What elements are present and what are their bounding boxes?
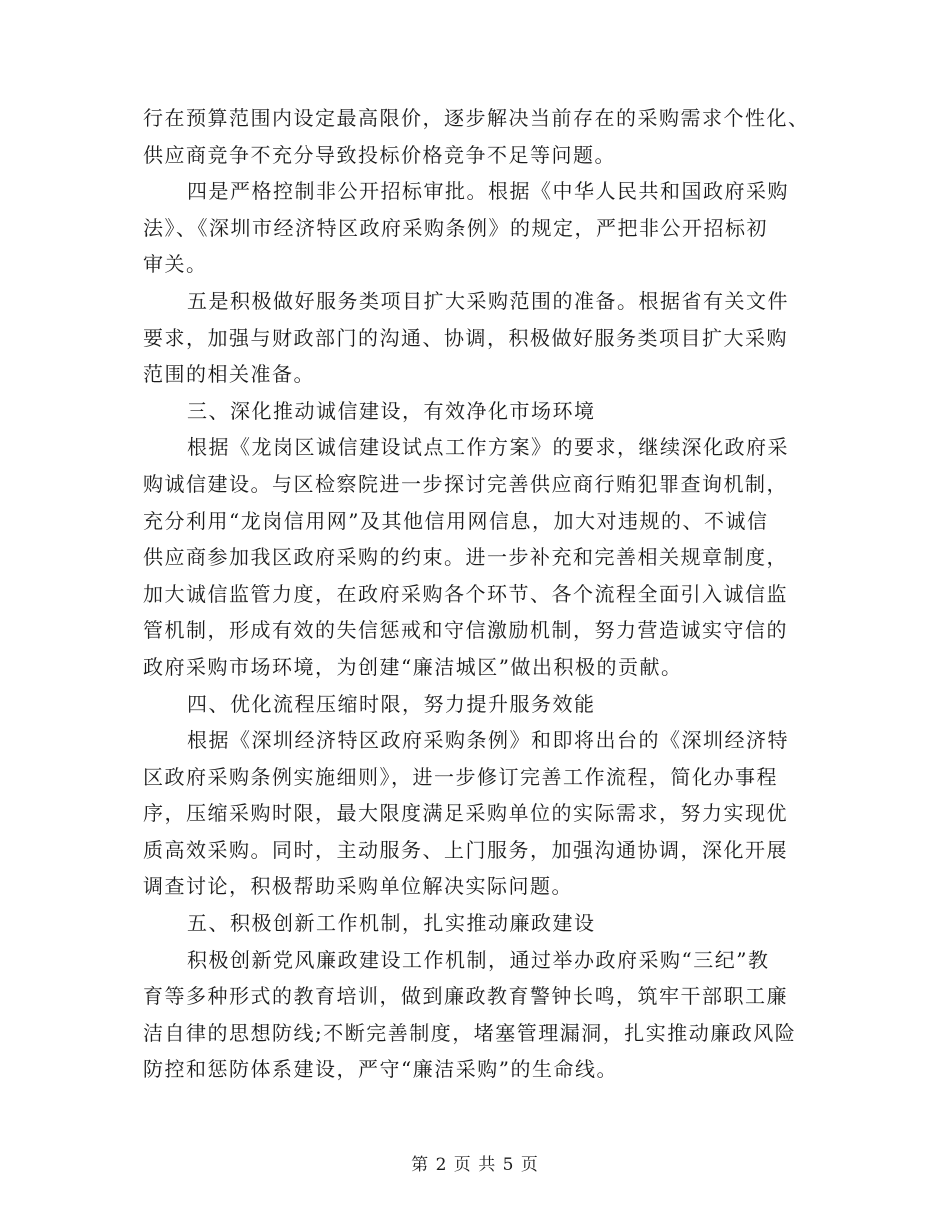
- text-line: 四是严格控制非公开招标审批。根据《中华人民共和国政府采购: [187, 179, 789, 204]
- body-text: [143, 100, 810, 1088]
- text-line: 加大诚信监管力度，在政府采购各个环节、各个流程全面引入诚信监: [143, 581, 788, 606]
- text-line: 质高效采购。同时，主动服务、上门服务，加强沟通协调，深化开展: [143, 837, 788, 862]
- text-line: 三、深化推动诚信建设，有效净化市场环境: [187, 398, 596, 423]
- text-line: 五、积极创新工作机制，扎实推动廉政建设: [187, 911, 596, 936]
- text-line: 防控和惩防体系建设，严守“廉洁采购”的生命线。: [143, 1057, 618, 1082]
- text-line: 政府采购市场环境，为创建“廉洁城区”做出积极的贡献。: [143, 654, 683, 679]
- text-line: 范围的相关准备。: [143, 362, 315, 387]
- text-line: 法》、《深圳市经济特区政府采购条例》的规定，严把非公开招标初: [143, 215, 768, 240]
- text-line: 供应商竞争不充分导致投标价格竞争不足等问题。: [143, 142, 616, 167]
- text-line: 洁自律的思想防线;不断完善制度，堵塞管理漏洞，扎实推动廉政风险: [143, 1020, 797, 1045]
- text-line: 购诚信建设。与区检察院进一步探讨完善供应商行贿犯罪查询机制，: [143, 471, 788, 496]
- text-line: 根据《龙岗区诚信建设试点工作方案》的要求，继续深化政府采: [187, 435, 789, 460]
- text-line: 审关。: [143, 252, 208, 277]
- text-line: 五是积极做好服务类项目扩大采购范围的准备。根据省有关文件: [187, 288, 789, 313]
- text-line: 积极创新党风廉政建设工作机制，通过举办政府采购“三纪”教: [187, 947, 770, 972]
- text-line: 四、优化流程压缩时限，努力提升服务效能: [187, 691, 596, 716]
- text-line: 调查讨论，积极帮助采购单位解决实际问题。: [143, 874, 573, 899]
- text-line: 育等多种形式的教育培训，做到廉政教育警钟长鸣，筑牢干部职工廉: [143, 984, 788, 1009]
- text-line: 根据《深圳经济特区政府采购条例》和即将出台的《深圳经济特: [187, 728, 789, 753]
- text-line: 管机制，形成有效的失信惩戒和守信激励机制，努力营造诚实守信的: [143, 618, 788, 643]
- text-line: 要求，加强与财政部门的沟通、协调，积极做好服务类项目扩大采购: [143, 325, 788, 350]
- text-line: 供应商参加我区政府采购的约束。进一步补充和完善相关规章制度，: [143, 545, 788, 570]
- page-footer: 第 2 页 共 5 页: [411, 1155, 539, 1175]
- text-line: 序，压缩采购时限，最大限度满足采购单位的实际需求，努力实现优: [143, 801, 788, 826]
- text-line: 行在预算范围内设定最高限价，逐步解决当前存在的采购需求个性化、: [143, 106, 810, 130]
- text-line: 充分利用“龙岗信用网”及其他信用网信息，加大对违规的、不诚信: [143, 508, 769, 533]
- text-line: 区政府采购条例实施细则》，进一步修订完善工作流程，简化办事程: [143, 764, 778, 789]
